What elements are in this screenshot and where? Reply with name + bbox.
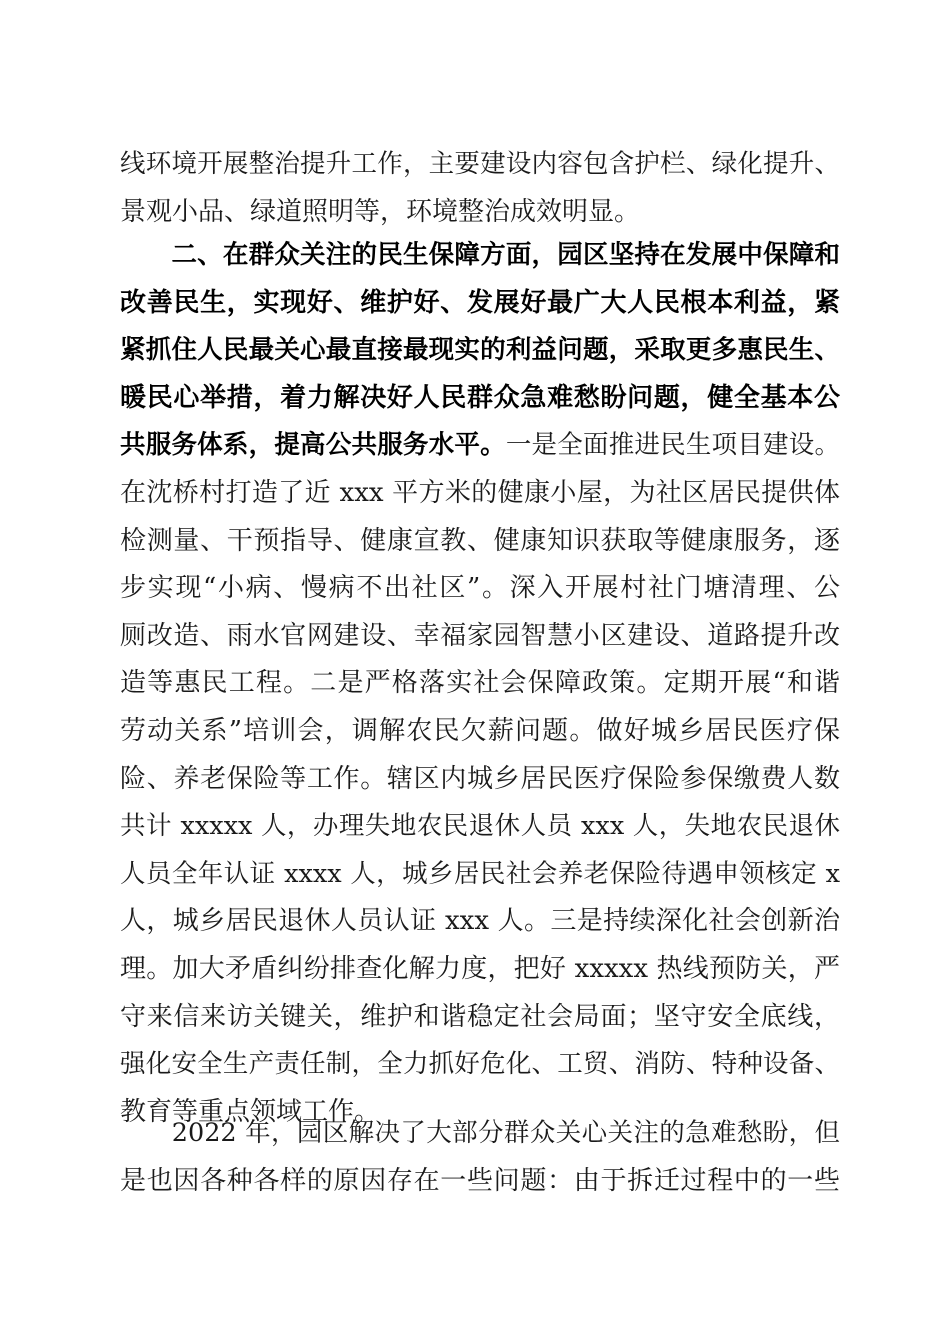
text-line: 人员全年认证 xxxx 人，城乡居民社会养老保险待遇申领核定 x [120,858,840,889]
text-line: 在沈桥村打造了近 xxx 平方米的健康小屋，为社区居民提供体 [120,477,840,508]
text-line: 强化安全生产责任制，全力抓好危化、工贸、消防、特种设备、 [120,1049,840,1080]
heading-line: 二、在群众关注的民生保障方面，园区坚持在发展中保障和 [120,240,840,270]
text-line: 景观小品、绿道照明等，环境整治成效明显。 [120,196,641,227]
text-line: 线环境开展整治提升工作，主要建设内容包含护栏、绿化提升、 [120,149,840,179]
text-line: 理。加大矛盾纠纷排查化解力度，把好 xxxxx 热线预防关，严 [120,953,840,984]
heading-line-end: 共服务体系，提高公共服务水平。 [120,430,506,461]
heading-line: 改善民生，实现好、维护好、发展好最广大人民根本利益，紧 [120,287,840,318]
heading-line: 紧抓住人民最关心最直接最现实的利益问题，采取更多惠民生、 [120,335,840,366]
text-line: 守来信来访关键关，维护和谐稳定社会局面；坚守安全底线， [120,1001,840,1032]
paragraph-environment [120,141,840,236]
text-line-start: 一是全面推进民生项目建设。 [505,430,840,461]
text-line: 劳动关系”培训会，调解农民欠薪问题。做好城乡居民医疗保 [120,715,840,746]
text-line: 是也因各种各样的原因存在一些问题：由于拆迁过程中的一些 [120,1165,840,1196]
text-line: 教育等重点领域工作。 [120,1096,381,1127]
paragraph-livelihood [120,232,840,1136]
text-line: 2022 年，园区解决了大部分群众关心关注的急难愁盼，但 [120,1118,840,1148]
heading-line: 暖民心举措，着力解决好人民群众急难愁盼问题，健全基本公 [120,382,840,413]
text-line: 步实现“小病、慢病不出社区”。深入开展村社门塘清理、公 [120,573,840,604]
text-line: 险、养老保险等工作。辖区内城乡居民医疗保险参保缴费人数 [120,763,840,794]
mixed-line [120,422,840,470]
paragraph-problems [120,1110,840,1205]
text-line: 厕改造、雨水官网建设、幸福家园智慧小区建设、道路提升改 [120,620,840,651]
text-line: 共计 xxxxx 人，办理失地农民退休人员 xxx 人，失地农民退休 [120,811,840,842]
text-line: 人，城乡居民退休人员认证 xxx 人。三是持续深化社会创新治 [120,906,840,937]
text-line: 造等惠民工程。二是严格落实社会保障政策。定期开展“和谐 [120,668,840,699]
text-line: 检测量、干预指导、健康宣教、健康知识获取等健康服务，逐 [120,525,840,556]
